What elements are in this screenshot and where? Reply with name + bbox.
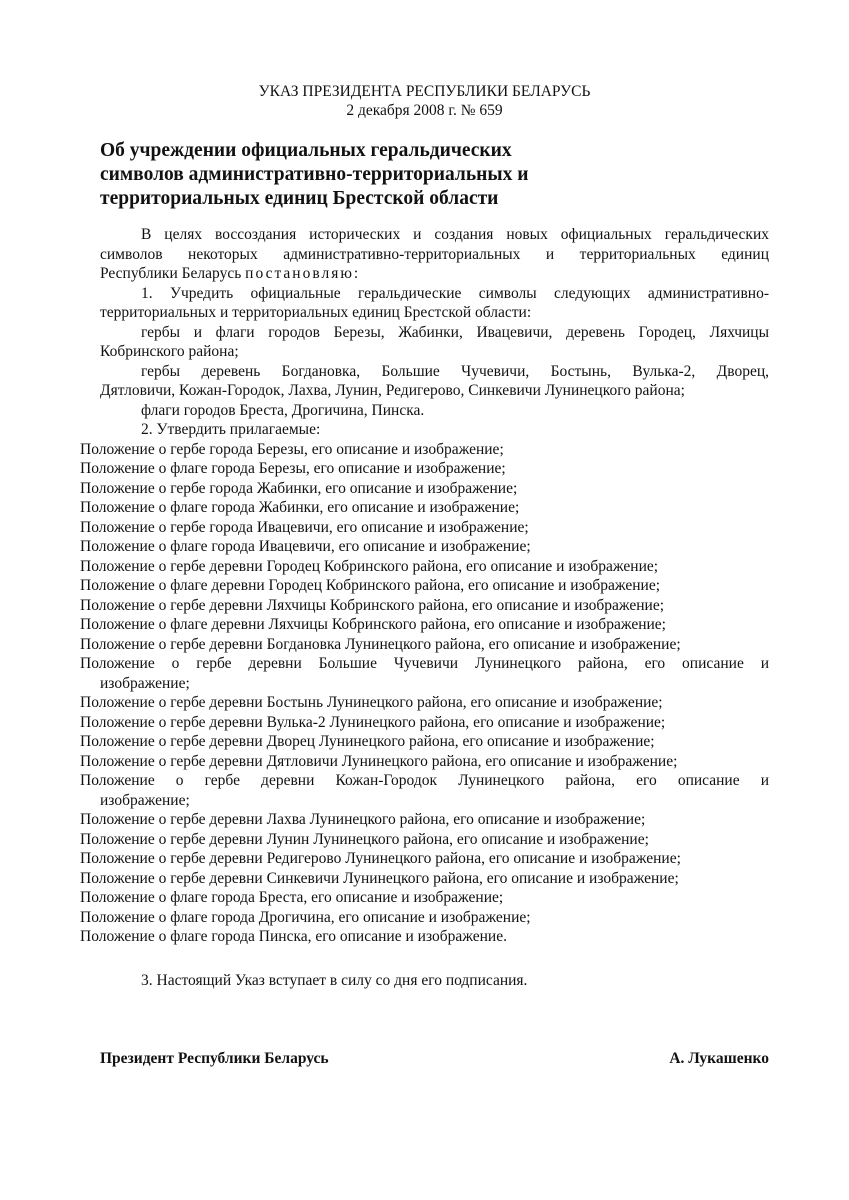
regulation-item: Положение о гербе города Березы, его описание и изображение; [80,441,504,458]
preamble-colon: : [353,265,359,282]
regulation-item: Положение о флаге деревни Городец Кобринского района, его описание и изображение; [80,577,661,594]
regulation-item: Положение о флаге города Пинска, его описание и изображение. [80,928,507,945]
regulation-item: Положение о гербе деревни Кожан-Городок Лунинецкого района, его описание и [80,772,769,789]
resolve-word: постановляю [245,265,354,282]
item1-sub3: флаги городов Бреста, Дрогичина, Пинска. [141,402,425,419]
regulation-item: Положение о флаге города Бреста, его описание и изображение; [80,889,504,906]
preamble-prefix: Республики Беларусь [100,265,246,282]
regulation-item: Положение о флаге города Жабинки, его описание и изображение; [80,499,520,516]
regulation-item: Положение о гербе деревни Бостынь Лунинецкого района, его описание и изображение; [80,694,663,711]
regulation-item: Положение о флаге города Березы, его описание и изображение; [80,460,506,477]
regulation-item: Положение о гербе деревни Дворец Лунинецкого района, его описание и изображение; [80,733,655,750]
preamble-line-1: В целях воссоздания исторических и создания новых официальных геральдических [141,226,769,243]
regulation-item: Положение о гербе деревни Ляхчицы Кобринского района, его описание и изображение; [80,597,665,614]
item3-effective-clause: 3. Настоящий Указ вступает в силу со дня его подписания. [141,972,528,989]
regulation-item: Положение о гербе города Жабинки, его описание и изображение; [80,480,518,497]
regulation-item: Положение о гербе деревни Вулька-2 Лунинецкого района, его описание и изображение; [80,714,666,731]
item1-sub1-line-2: Кобринского района; [100,343,239,360]
regulation-item: Положение о гербе деревни Синкевичи Лунинецкого района, его описание и изображение; [80,870,679,887]
document-title-line-1: Об учреждении официальных геральдических [100,140,512,161]
decree-type: УКАЗ ПРЕЗИДЕНТА РЕСПУБЛИКИ БЕЛАРУСЬ [258,83,591,100]
decree-date-number: 2 декабря 2008 г. № 659 [346,102,503,119]
item1-sub2-line-2: Дятловичи, Кожан-Городок, Лахва, Лунин, Редигерово, Синкевичи Лунинецкого района; [100,382,685,399]
preamble-line-3 [100,264,358,284]
regulation-item: Положение о гербе деревни Лахва Лунинецкого района, его описание и изображение; [80,811,646,828]
regulation-item-continuation: изображение; [100,792,190,809]
regulation-item: Положение о гербе деревни Дятловичи Лунинецкого района, его описание и изображение; [80,753,678,770]
signature-name: А. Лукашенко [669,1050,769,1067]
item1-sub2-line-1: гербы деревень Богдановка, Большие Чучевичи, Бостынь, Вулька-2, Дворец, [141,363,769,380]
regulation-item-continuation: изображение; [100,675,190,692]
regulation-item: Положение о флаге города Дрогичина, его описание и изображение; [80,909,531,926]
regulation-item: Положение о флаге деревни Ляхчицы Кобринского района, его описание и изображение; [80,616,666,633]
document-title-line-3: территориальных единиц Брестской области [100,188,499,209]
signature-position: Президент Республики Беларусь [100,1050,329,1067]
item1-sub1-line-1: гербы и флаги городов Березы, Жабинки, Ивацевичи, деревень Городец, Ляхчицы [141,324,769,341]
regulation-item: Положение о гербе деревни Большие Чучевичи Лунинецкого района, его описание и [80,655,769,672]
preamble-line-2: символов некоторых административно-территориальных и территориальных единиц [100,246,769,263]
item1-line-2: территориальных и территориальных единиц Брестской области: [100,304,532,321]
document-title-line-2: символов административно-территориальных и [100,164,529,185]
item1-line-1: 1. Учредить официальные геральдические символы следующих административно- [141,285,769,302]
item2-heading: 2. Утвердить прилагаемые: [141,421,321,438]
regulation-item: Положение о гербе деревни Городец Кобринского района, его описание и изображение; [80,558,659,575]
regulation-item: Положение о гербе города Ивацевичи, его описание и изображение; [80,519,529,536]
regulation-item: Положение о гербе деревни Редигерово Лунинецкого района, его описание и изображение; [80,850,681,867]
regulation-item: Положение о гербе деревни Богдановка Лунинецкого района, его описание и изображение; [80,636,681,653]
regulation-item: Положение о флаге города Ивацевичи, его описание и изображение; [80,538,531,555]
regulation-item: Положение о гербе деревни Лунин Лунинецкого района, его описание и изображение; [80,831,649,848]
